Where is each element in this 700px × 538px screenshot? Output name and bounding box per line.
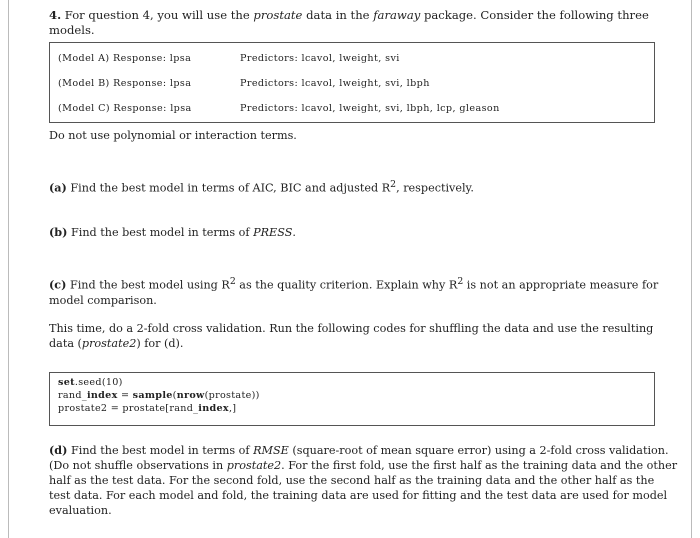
question-intro: 4. For question 4, you will use the prostate data in the faraway package. Consider the following three models. bbox=[49, 8, 649, 37]
model-c-row: (Model C) Response: lpsa Predictors: lcavol, lweight, svi, lbph, lcp, gleason bbox=[58, 103, 500, 114]
model-a-row: (Model A) Response: lpsa Predictors: lcavol, lweight, svi bbox=[58, 53, 400, 64]
part-b: (b) Find the best model in terms of PRESS. bbox=[49, 225, 296, 239]
part-c: (c) Find the best model using $R^2$ as the quality criterion. Explain why $R^2$ is not an appropriate measure for model comparison. bbox=[49, 276, 659, 307]
package-name: faraway bbox=[373, 8, 421, 22]
constraint-note: Do not use polynomial or interaction terms. bbox=[49, 129, 297, 142]
dataset-name: prostate bbox=[253, 8, 303, 22]
code-line-3: prostate2 = prostate[rand_index,] bbox=[58, 403, 237, 414]
code-line-1: set.seed(10) bbox=[58, 377, 123, 388]
code-line-2: rand_index = sample(nrow(prostate)) bbox=[58, 390, 260, 401]
model-b-row: (Model B) Response: lpsa Predictors: lcavol, lweight, svi, lbph bbox=[58, 78, 430, 89]
question-page bbox=[8, 0, 692, 538]
part-a: (a) Find the best model in terms of AIC, BIC and adjusted $R^2$, respectively. bbox=[49, 179, 474, 195]
models-box bbox=[49, 42, 655, 123]
question-number: 4. bbox=[49, 8, 62, 22]
code-box bbox=[49, 372, 655, 426]
part-d: (d) Find the best model in terms of RMSE (square-root of mean square error) using a 2-fold cross validation. (Do not shuffle observations in prostate2. For the first fold, use the first half as the training data and the other half as the test data. For the second fold, use the second half as the training data and the other half as the test data. For each model and fold, the training data are used for fitting and the test data are used for model evaluation. bbox=[49, 443, 678, 517]
cv-intro: This time, do a 2-fold cross validation. Run the following codes for shuffling the data and use the resulting data (prostate2) for (d). bbox=[49, 322, 654, 350]
